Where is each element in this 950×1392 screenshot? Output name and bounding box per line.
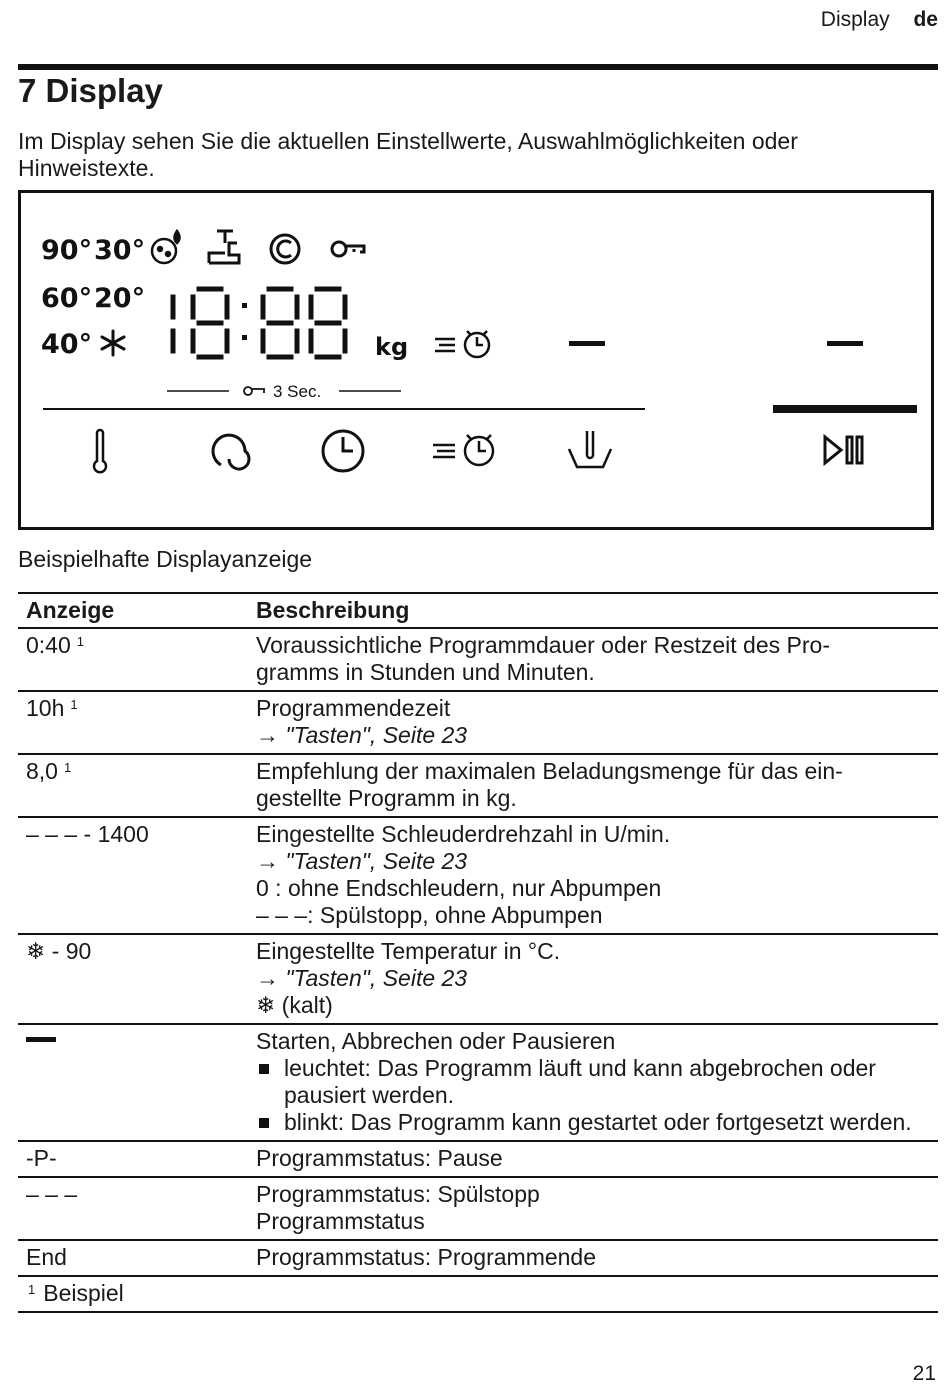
seven-segment-digits	[173, 289, 345, 357]
description-line: Programmendezeit	[256, 695, 451, 721]
list-item: leuchtet: Das Programm läuft und kann abgebrochen oder pausiert werden.	[256, 1055, 930, 1109]
display-value: 0:40	[26, 632, 71, 658]
table-row	[18, 691, 938, 754]
description-line: Voraussichtliche Programmdauer oder Restzeit des Pro-	[256, 632, 830, 658]
status-dash-2	[827, 341, 863, 346]
key-lock-hint: 3 Sec.	[273, 382, 322, 401]
column-header-display: Anzeige	[18, 593, 248, 628]
key-icon-small	[244, 387, 264, 395]
description-line: Eingestellte Temperatur in °C.	[256, 938, 561, 964]
bullet-list	[256, 1055, 930, 1136]
display-value: – – –	[26, 1181, 78, 1207]
running-header	[821, 8, 938, 32]
cross-reference-link[interactable]: → "Tasten", Seite 23	[256, 722, 468, 748]
footnote-text: Beispiel	[43, 1280, 124, 1306]
cross-reference-link[interactable]: → "Tasten", Seite 23	[256, 965, 468, 991]
thermometer-icon	[94, 430, 106, 472]
figure-caption: Beispielhafte Displayanzeige	[18, 546, 313, 572]
unit-kg: kg	[375, 333, 409, 361]
display-value: 10h	[26, 695, 65, 721]
table-row	[18, 754, 938, 817]
footnote-ref: 1	[70, 697, 78, 712]
description-line: gestellte Programm in kg.	[256, 785, 517, 811]
table-row	[18, 817, 938, 934]
start-pause-icon	[825, 437, 862, 463]
description-line: Eingestellte Schleuderdrehzahl in U/min.	[256, 821, 671, 847]
snowflake-icon: ❄	[256, 992, 276, 1018]
display-value: - 90	[45, 938, 92, 964]
description-line: 0 : ohne Endschleudern, nur Abpumpen	[256, 875, 662, 901]
spin-icon	[213, 435, 249, 469]
footnote-mark: 1	[28, 1282, 36, 1297]
page-number: 21	[912, 1362, 936, 1385]
table-row	[18, 934, 938, 1024]
description-line: Empfehlung der maximalen Beladungsmenge für das ein-	[256, 758, 843, 784]
table-row	[18, 1240, 938, 1276]
description-line: – – –: Spülstopp, ohne Abpumpen	[256, 902, 603, 928]
end-time-button-icon	[433, 435, 493, 465]
footnote-row	[18, 1276, 938, 1312]
temp-label-40: 40°	[41, 329, 93, 360]
table-row	[18, 1141, 938, 1177]
description-line: Programmstatus	[256, 1208, 425, 1234]
start-bar-icon	[26, 1037, 56, 1042]
display-value: – – – - 1400	[26, 821, 149, 847]
display-value: End	[26, 1244, 67, 1270]
header-rule	[18, 64, 938, 70]
footnote-ref: 1	[76, 634, 84, 649]
end-time-icon	[435, 331, 489, 357]
display-value: -P-	[26, 1145, 57, 1171]
list-item: blinkt: Das Programm kann gestartet oder fortgesetzt werden.	[256, 1109, 930, 1136]
cross-reference-link[interactable]: → "Tasten", Seite 23	[256, 848, 468, 874]
stain-icon	[152, 231, 180, 263]
display-panel-illustration	[18, 190, 934, 530]
display-panel-drawing	[21, 193, 931, 527]
column-header-description: Beschreibung	[248, 593, 938, 628]
display-table	[18, 592, 938, 1313]
page-title: 7 Display	[18, 72, 163, 109]
temp-label-90: 90°	[41, 235, 93, 266]
table-row	[18, 1024, 938, 1141]
status-dash-1	[569, 341, 605, 346]
tap-icon	[209, 231, 239, 263]
temp-label-60: 60°	[41, 283, 93, 314]
start-bar	[773, 405, 917, 413]
snowflake-icon	[102, 331, 124, 355]
snowflake-icon: ❄	[26, 938, 46, 964]
display-value: 8,0	[26, 758, 58, 784]
description-line: (kalt)	[275, 992, 333, 1018]
colon-dots	[242, 303, 247, 340]
rinse-icon	[569, 431, 611, 467]
table-row	[18, 1177, 938, 1240]
description-line: gramms in Stunden und Minuten.	[256, 659, 595, 685]
clock-icon	[323, 431, 363, 471]
header-language: de	[913, 8, 938, 31]
description-line: Programmstatus: Pause	[256, 1145, 503, 1171]
description-line: Starten, Abbrechen oder Pausieren	[256, 1028, 616, 1054]
temp-label-20: 20°	[94, 283, 146, 314]
description-line: Programmstatus: Spülstopp	[256, 1181, 540, 1207]
table-row	[18, 628, 938, 691]
header-section: Display	[820, 8, 890, 31]
key-icon	[332, 242, 364, 256]
footnote-ref: 1	[63, 760, 72, 775]
temp-label-30: 30°	[94, 235, 146, 266]
table-header-row	[18, 593, 938, 628]
description-line: Programmstatus: Programmende	[256, 1244, 597, 1270]
spin-program-icon	[271, 235, 299, 263]
intro-text: Im Display sehen Sie die aktuellen Einstellwerte, Auswahlmöglichkeiten oder Hinweistexte.	[18, 128, 798, 181]
